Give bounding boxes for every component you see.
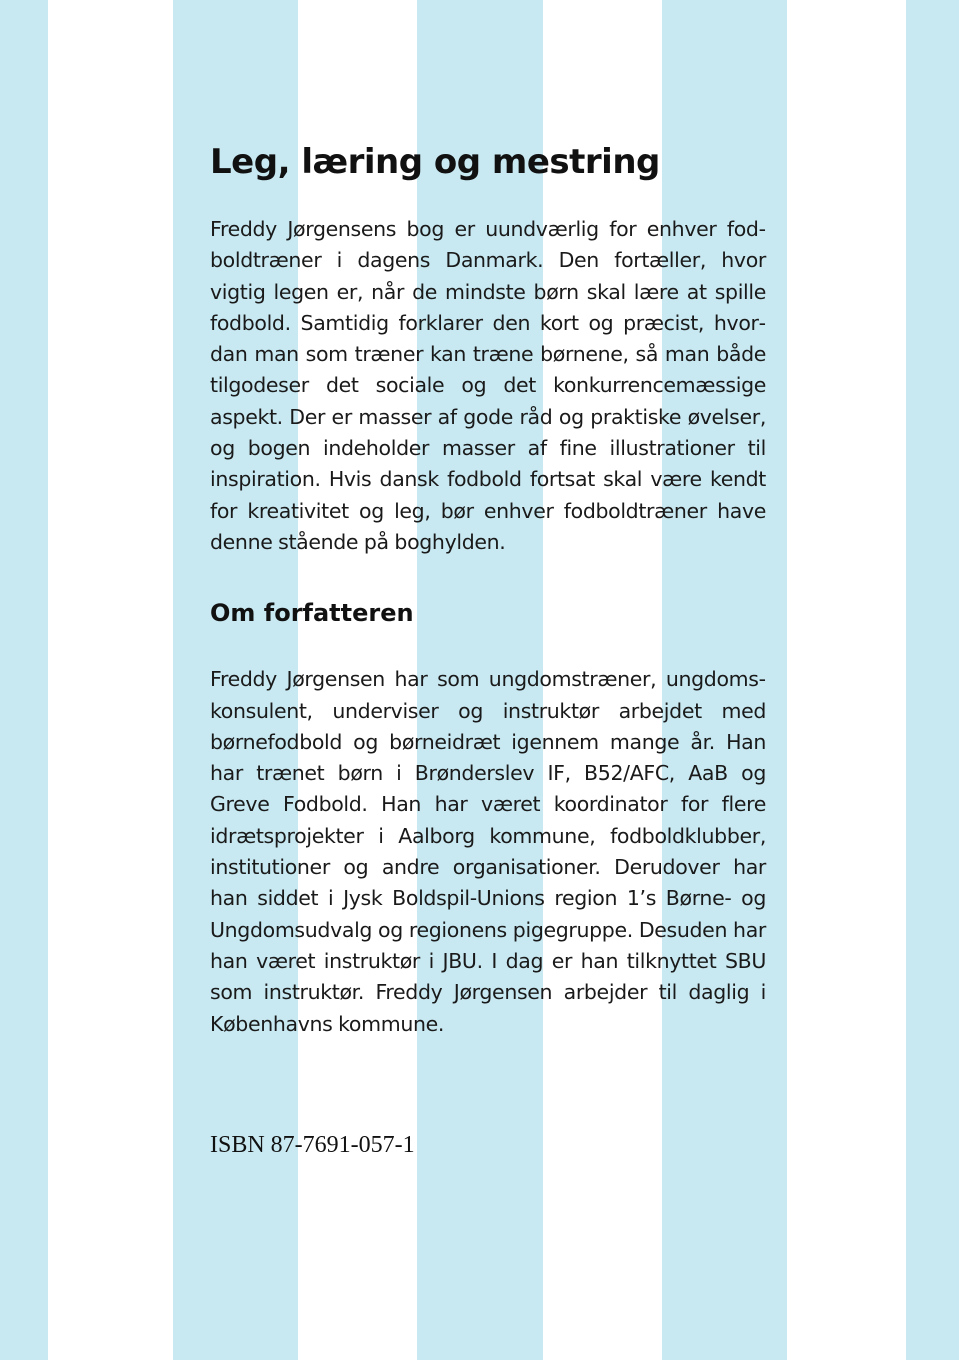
section-title: Leg, læring og mestring [210,142,660,182]
author-bio: Freddy Jørgensen har som ungdomstræner, ungdomskonsulent, underviser og instruktør arbejdet med børnefodbold og børneidræt igennem mange år. Han har trænet børn i Brønderslev IF, B52/AFC, AaB og Greve Fodbold. Han har været koordinator for flere idrætsprojekter i Aalborg kommune, fodboldklubber, institutioner og andre organisationer. Derudover har han siddet i Jysk Boldspil-Unions region 1’s Børne- og Ungdomsudvalg og regionens pigegruppe. Desuden har han været instruktør i JBU. I dag er han tilknyttet SBU som instruktør. Freddy Jørgensen arbejder til daglig i Københavns kommune. [210,667,766,1036]
isbn-number: ISBN 87-7691-057-1 [210,1132,415,1158]
background-stripe [906,0,959,1360]
book-description: Freddy Jørgensens bog er uundværlig for enhver fodboldtræner i dagens Danmark. Den fortæller, hvor vigtig legen er, når de mindste børn skal lære at spille fodbold. Samtidig forklarer den kort og præcist, hvordan man som træner kan træne børnene, så man både tilgodeser det sociale og det konkurrencemæssige aspekt. Der er masser af gode råd og praktiske øvelser, og bogen indeholder masser af fine illustrationer til inspiration. Hvis dansk fodbold fortsat skal være kendt for kreativitet og leg, bør enhver fodboldtræner have denne stående på boghylden. [210,217,766,554]
author-section-title: Om forfatteren [210,599,414,628]
background-stripe [0,0,48,1360]
back-cover-text [210,140,766,1040]
